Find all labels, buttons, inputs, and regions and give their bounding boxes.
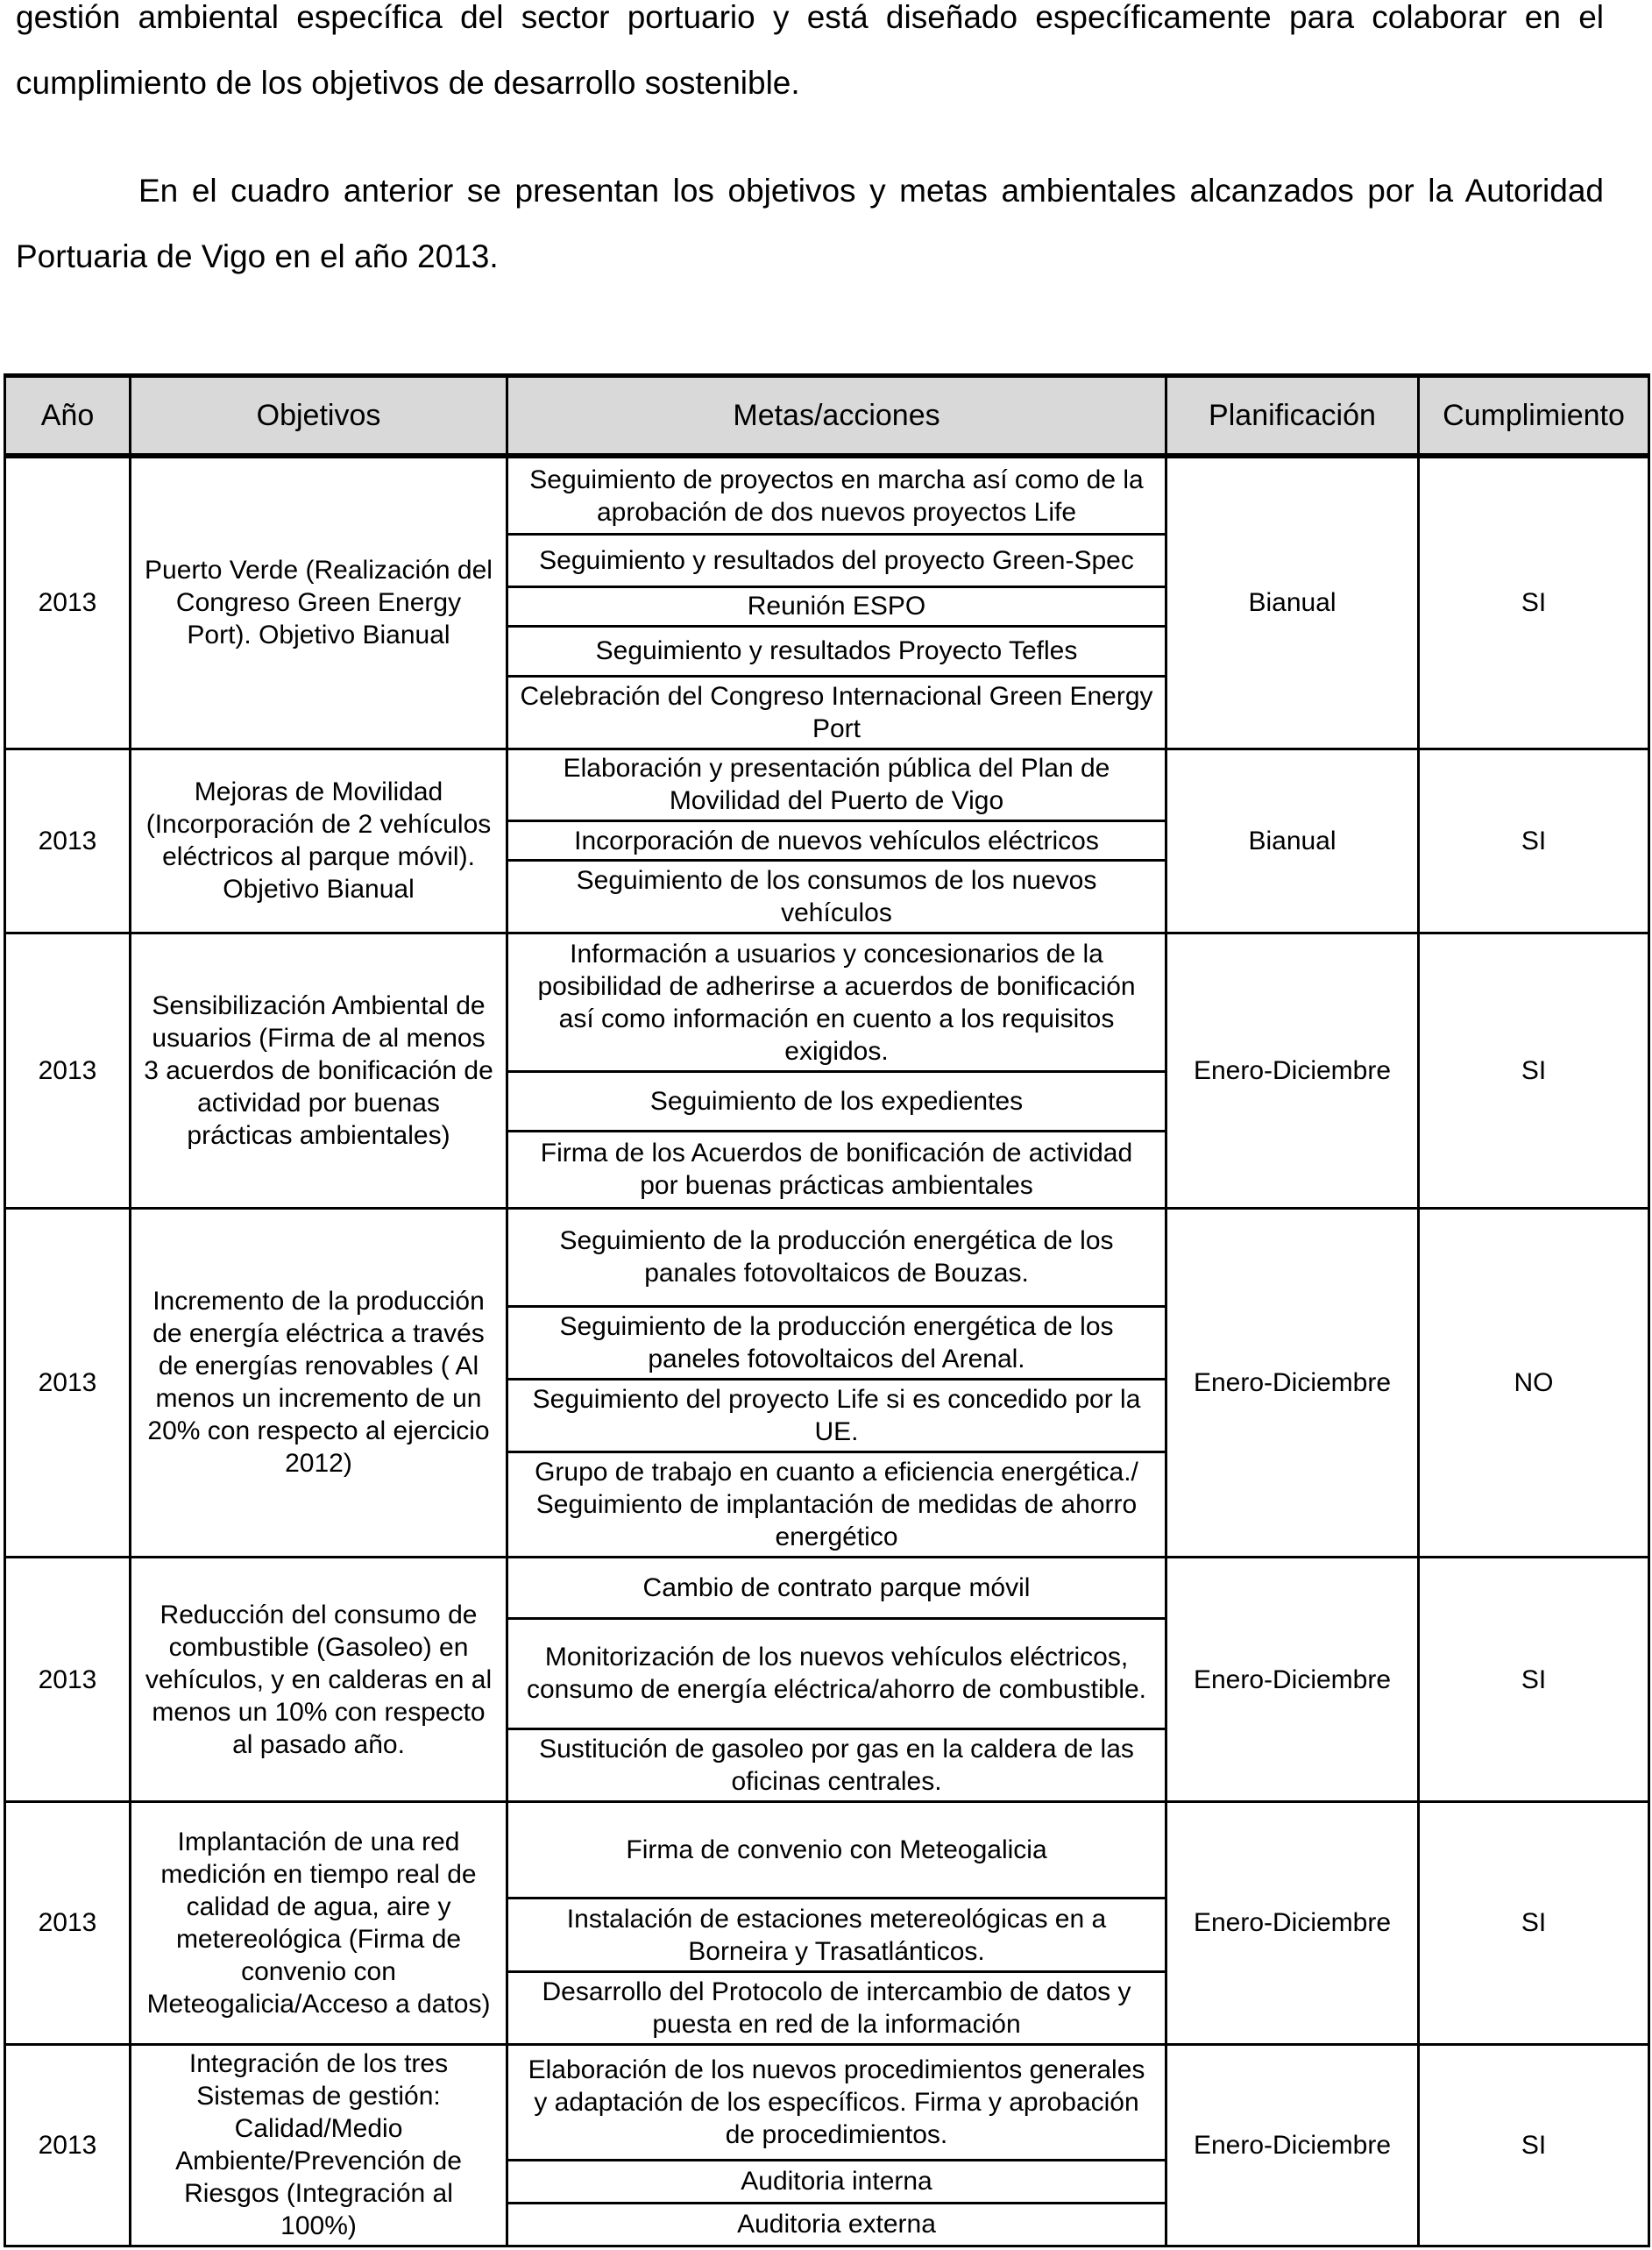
table-row: [5, 456, 1649, 535]
planning-cell: Enero-Diciembre: [1166, 933, 1419, 1209]
objective-cell: Implantación de una red medición en tiempo real de calidad de agua, aire y metereológica (Firma de convenio con Meteogalicia/Acceso a datos): [131, 1802, 507, 2045]
objective-cell: Incremento de la producción de energía eléctrica a través de energías renovables ( Al menos un incremento de un 20% con respecto al ejercicio 2012): [131, 1208, 507, 1557]
action-cell: Celebración del Congreso Internacional Green Energy Port: [507, 676, 1166, 749]
action-cell: Seguimiento y resultados del proyecto Green-Spec: [507, 535, 1166, 586]
objective-cell: Sensibilización Ambiental de usuarios (Firma de al menos 3 acuerdos de bonificación de actividad por buenas prácticas ambientales): [131, 933, 507, 1209]
table-row: [5, 1558, 1649, 1618]
objective-cell: Puerto Verde (Realización del Congreso Green Energy Port). Objetivo Bianual: [131, 456, 507, 749]
compliance-cell: SI: [1419, 456, 1649, 749]
planning-cell: Enero-Diciembre: [1166, 1208, 1419, 1557]
action-cell: Incorporación de nuevos vehículos eléctricos: [507, 821, 1166, 861]
action-cell: Cambio de contrato parque móvil: [507, 1558, 1166, 1618]
table-header-row: [5, 376, 1649, 457]
table-row: [5, 1208, 1649, 1306]
action-cell: Elaboración y presentación pública del Plan de Movilidad del Puerto de Vigo: [507, 749, 1166, 821]
year-cell: 2013: [5, 1802, 131, 2045]
year-cell: 2013: [5, 1558, 131, 1802]
header-planning: Planificación: [1166, 376, 1419, 457]
environmental-goals-table: [4, 373, 1650, 2247]
year-cell: 2013: [5, 933, 131, 1209]
year-cell: 2013: [5, 456, 131, 749]
compliance-cell: SI: [1419, 2044, 1649, 2246]
action-cell: Instalación de estaciones metereológicas en a Borneira y Trasatlánticos.: [507, 1899, 1166, 1972]
action-cell: Información a usuarios y concesionarios de la posibilidad de adherirse a acuerdos de bonificación así como información en cuento a los requisitos exigidos.: [507, 933, 1166, 1072]
header-objectives: Objetivos: [131, 376, 507, 457]
objective-cell: Mejoras de Movilidad (Incorporación de 2 vehículos eléctricos al parque móvil). Objetivo Bianual: [131, 749, 507, 933]
planning-cell: Enero-Diciembre: [1166, 1558, 1419, 1802]
year-cell: 2013: [5, 2044, 131, 2246]
action-cell: Elaboración de los nuevos procedimientos generales y adaptación de los específicos. Firma y aprobación de procedimientos.: [507, 2044, 1166, 2160]
planning-cell: Bianual: [1166, 749, 1419, 933]
compliance-cell: SI: [1419, 749, 1649, 933]
action-cell: Firma de los Acuerdos de bonificación de actividad por buenas prácticas ambientales: [507, 1131, 1166, 1208]
action-cell: Desarrollo del Protocolo de intercambio de datos y puesta en red de la información: [507, 1972, 1166, 2045]
header-actions: Metas/acciones: [507, 376, 1166, 457]
table-row: [5, 749, 1649, 821]
action-cell: Seguimiento de proyectos en marcha así como de la aprobación de dos nuevos proyectos Life: [507, 456, 1166, 535]
action-cell: Reunión ESPO: [507, 586, 1166, 626]
action-cell: Seguimiento de los expedientes: [507, 1072, 1166, 1131]
header-compliance: Cumplimiento: [1419, 376, 1649, 457]
action-cell: Seguimiento de los consumos de los nuevos vehículos: [507, 861, 1166, 933]
planning-cell: Bianual: [1166, 456, 1419, 749]
table-row: [5, 1802, 1649, 1899]
year-cell: 2013: [5, 749, 131, 933]
action-cell: Auditoria interna: [507, 2160, 1166, 2203]
objective-cell: Reducción del consumo de combustible (Gasoleo) en vehículos, y en calderas en al menos un 10% con respecto al pasado año.: [131, 1558, 507, 1802]
header-year: Año: [5, 376, 131, 457]
compliance-cell: SI: [1419, 1558, 1649, 1802]
table-row: [5, 2044, 1649, 2160]
table-row: [5, 933, 1649, 1072]
action-cell: Seguimiento de la producción energética de los paneles fotovoltaicos del Arenal.: [507, 1307, 1166, 1380]
compliance-cell: NO: [1419, 1208, 1649, 1557]
objective-cell: Integración de los tres Sistemas de gestión: Calidad/Medio Ambiente/Prevención de Riesgos (Integración al 100%): [131, 2044, 507, 2246]
compliance-cell: SI: [1419, 1802, 1649, 2045]
action-cell: Seguimiento y resultados Proyecto Tefles: [507, 626, 1166, 676]
planning-cell: Enero-Diciembre: [1166, 1802, 1419, 2045]
intro-paragraph-2: En el cuadro anterior se presentan los objetivos y metas ambientales alcanzados por la Autoridad Portuaria de Vigo en el año 2013.: [16, 173, 1604, 274]
action-cell: Sustitución de gasoleo por gas en la caldera de las oficinas centrales.: [507, 1729, 1166, 1802]
action-cell: Grupo de trabajo en cuanto a eficiencia energética./ Seguimiento de implantación de medidas de ahorro energético: [507, 1451, 1166, 1558]
table-body: [5, 456, 1649, 2246]
action-cell: Monitorización de los nuevos vehículos eléctricos, consumo de energía eléctrica/ahorro de combustible.: [507, 1618, 1166, 1729]
compliance-cell: SI: [1419, 933, 1649, 1209]
action-cell: Seguimiento del proyecto Life si es concedido por la UE.: [507, 1379, 1166, 1451]
year-cell: 2013: [5, 1208, 131, 1557]
planning-cell: Enero-Diciembre: [1166, 2044, 1419, 2246]
intro-paragraph-1: gestión ambiental específica del sector portuario y está diseñado específicamente para colaborar en el cumplimiento de los objetivos de desarrollo sostenible.: [16, 0, 1604, 101]
action-cell: Seguimiento de la producción energética de los panales fotovoltaicos de Bouzas.: [507, 1208, 1166, 1306]
action-cell: Firma de convenio con Meteogalicia: [507, 1802, 1166, 1899]
action-cell: Auditoria externa: [507, 2203, 1166, 2246]
